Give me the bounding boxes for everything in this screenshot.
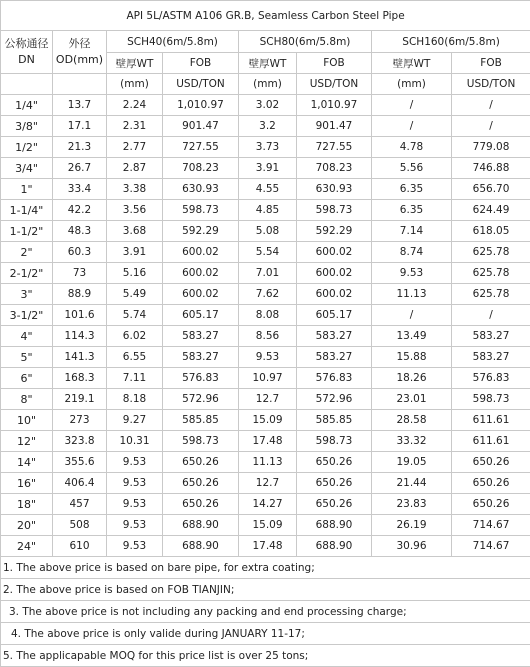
note-text: 1. The above price is based on bare pipe, for extra coating;	[1, 557, 530, 579]
note-row	[1, 623, 530, 645]
sch160-wt-cell: /	[372, 95, 452, 116]
sch80-fob-unit: USD/TON	[297, 74, 372, 95]
size-cell: 1-1/4"	[1, 200, 53, 221]
sch80-wt-cell: 12.7	[239, 473, 297, 494]
sch80-wt-cell: 3.02	[239, 95, 297, 116]
units-blank	[1, 74, 53, 95]
size-cell: 16"	[1, 473, 53, 494]
sch40-wt-cell: 2.31	[107, 116, 163, 137]
od-cell: 457	[53, 494, 107, 515]
sch40-wt-cell: 3.56	[107, 200, 163, 221]
sch80-fob-cell: 600.02	[297, 242, 372, 263]
sch80-fob-cell: 600.02	[297, 284, 372, 305]
od-cell: 13.7	[53, 95, 107, 116]
sch80-fob-cell: 688.90	[297, 536, 372, 557]
sch160-wt-cell: 13.49	[372, 326, 452, 347]
table-row	[1, 305, 530, 326]
note-row	[1, 557, 530, 579]
table-row	[1, 473, 530, 494]
note-text: 2. The above price is based on FOB TIANJIN;	[1, 579, 530, 601]
sch160-fob-cell: 576.83	[452, 368, 530, 389]
sch160-wt-cell: 9.53	[372, 263, 452, 284]
sch80-wt-cell: 4.85	[239, 200, 297, 221]
sch40-fob-cell: 600.02	[163, 284, 239, 305]
sch80-wt-cell: 10.97	[239, 368, 297, 389]
sch40-wt-cell: 9.53	[107, 494, 163, 515]
sch40-fob-cell: 598.73	[163, 431, 239, 452]
title-row	[1, 1, 530, 31]
sch80-fob-header: FOB	[297, 53, 372, 74]
sch160-fob-cell: 714.67	[452, 515, 530, 536]
size-cell: 3/8"	[1, 116, 53, 137]
sch40-wt-cell: 2.77	[107, 137, 163, 158]
sch160-wt-cell: 33.32	[372, 431, 452, 452]
sch80-fob-cell: 650.26	[297, 473, 372, 494]
sch80-fob-cell: 585.85	[297, 410, 372, 431]
size-cell: 24"	[1, 536, 53, 557]
od-cell: 273	[53, 410, 107, 431]
dn-header-zh: 公称通径	[5, 37, 49, 50]
sch80-fob-cell: 688.90	[297, 515, 372, 536]
note-row	[1, 645, 530, 667]
sch80-wt-cell: 17.48	[239, 431, 297, 452]
sch40-fob-cell: 650.26	[163, 494, 239, 515]
table-row	[1, 116, 530, 137]
sch80-fob-cell: 600.02	[297, 263, 372, 284]
sch40-wt-header: 壁厚WT	[107, 53, 163, 74]
sch160-wt-unit: (mm)	[372, 74, 452, 95]
od-cell: 33.4	[53, 179, 107, 200]
sch40-wt-cell: 5.16	[107, 263, 163, 284]
size-cell: 3"	[1, 284, 53, 305]
od-cell: 610	[53, 536, 107, 557]
sch40-wt-cell: 9.53	[107, 473, 163, 494]
sch160-wt-cell: 23.01	[372, 389, 452, 410]
sch40-fob-unit: USD/TON	[163, 74, 239, 95]
sch40-fob-cell: 630.93	[163, 179, 239, 200]
table-row	[1, 347, 530, 368]
sch80-wt-cell: 14.27	[239, 494, 297, 515]
sch160-wt-cell: 11.13	[372, 284, 452, 305]
sch160-wt-cell: 26.19	[372, 515, 452, 536]
sch80-fob-cell: 630.93	[297, 179, 372, 200]
size-cell: 1"	[1, 179, 53, 200]
sch40-fob-cell: 592.29	[163, 221, 239, 242]
table-row	[1, 410, 530, 431]
sch160-wt-cell: 21.44	[372, 473, 452, 494]
sch160-wt-cell: 5.56	[372, 158, 452, 179]
sch80-wt-cell: 17.48	[239, 536, 297, 557]
sch40-fob-cell: 583.27	[163, 326, 239, 347]
sch40-wt-cell: 6.02	[107, 326, 163, 347]
sch160-fob-cell: 583.27	[452, 347, 530, 368]
sch80-wt-cell: 3.2	[239, 116, 297, 137]
od-cell: 219.1	[53, 389, 107, 410]
sch160-fob-cell: 650.26	[452, 494, 530, 515]
od-cell: 21.3	[53, 137, 107, 158]
size-cell: 2"	[1, 242, 53, 263]
sch160-fob-cell: 714.67	[452, 536, 530, 557]
sch160-fob-cell: 746.88	[452, 158, 530, 179]
sch40-fob-cell: 650.26	[163, 473, 239, 494]
sch160-fob-cell: 583.27	[452, 326, 530, 347]
sch40-fob-cell: 600.02	[163, 263, 239, 284]
table-row	[1, 263, 530, 284]
sch160-wt-cell: 7.14	[372, 221, 452, 242]
sch160-fob-cell: /	[452, 116, 530, 137]
sch40-fob-cell: 650.26	[163, 452, 239, 473]
table-row	[1, 389, 530, 410]
table-row	[1, 200, 530, 221]
note-text: 5. The applicapable MOQ for this price list is over 25 tons;	[1, 645, 530, 667]
sch40-fob-cell: 901.47	[163, 116, 239, 137]
sch40-wt-cell: 10.31	[107, 431, 163, 452]
sch40-wt-cell: 6.55	[107, 347, 163, 368]
od-cell: 48.3	[53, 221, 107, 242]
sch160-wt-cell: 30.96	[372, 536, 452, 557]
sch80-fob-cell: 650.26	[297, 452, 372, 473]
sch160-wt-cell: 4.78	[372, 137, 452, 158]
table-row	[1, 179, 530, 200]
sch160-fob-cell: 625.78	[452, 284, 530, 305]
sch40-wt-cell: 2.24	[107, 95, 163, 116]
sch80-fob-cell: 583.27	[297, 326, 372, 347]
sch80-wt-unit: (mm)	[239, 74, 297, 95]
sch40-fob-cell: 572.96	[163, 389, 239, 410]
od-cell: 17.1	[53, 116, 107, 137]
size-cell: 20"	[1, 515, 53, 536]
sch80-fob-cell: 572.96	[297, 389, 372, 410]
size-cell: 12"	[1, 431, 53, 452]
sch80-fob-cell: 650.26	[297, 494, 372, 515]
sch80-wt-cell: 8.08	[239, 305, 297, 326]
sch40-fob-cell: 688.90	[163, 515, 239, 536]
table-row	[1, 536, 530, 557]
sch40-fob-cell: 585.85	[163, 410, 239, 431]
od-header-zh: 外径	[69, 37, 91, 50]
od-cell: 26.7	[53, 158, 107, 179]
sch40-wt-cell: 9.53	[107, 515, 163, 536]
sch160-fob-cell: 650.26	[452, 452, 530, 473]
sch40-wt-cell: 9.53	[107, 452, 163, 473]
sch80-fob-cell: 708.23	[297, 158, 372, 179]
header-row-units	[1, 74, 530, 95]
sch160-fob-cell: 625.78	[452, 242, 530, 263]
sch160-fob-cell: /	[452, 95, 530, 116]
sch80-fob-cell: 598.73	[297, 200, 372, 221]
sch80-wt-cell: 7.62	[239, 284, 297, 305]
sch40-wt-cell: 9.27	[107, 410, 163, 431]
table-title: API 5L/ASTM A106 GR.B, Seamless Carbon Steel Pipe	[1, 1, 530, 31]
od-cell: 355.6	[53, 452, 107, 473]
od-cell: 42.2	[53, 200, 107, 221]
sch160-header: SCH160(6m/5.8m)	[372, 31, 530, 53]
size-cell: 1/2"	[1, 137, 53, 158]
sch40-fob-header: FOB	[163, 53, 239, 74]
sch40-fob-cell: 708.23	[163, 158, 239, 179]
size-cell: 6"	[1, 368, 53, 389]
sch80-fob-cell: 605.17	[297, 305, 372, 326]
od-cell: 168.3	[53, 368, 107, 389]
sch160-fob-cell: 625.78	[452, 263, 530, 284]
units-blank	[53, 74, 107, 95]
sch160-fob-cell: 618.05	[452, 221, 530, 242]
sch80-fob-cell: 592.29	[297, 221, 372, 242]
sch40-fob-cell: 688.90	[163, 536, 239, 557]
sch160-fob-cell: 656.70	[452, 179, 530, 200]
od-cell: 73	[53, 263, 107, 284]
header-row-groups	[1, 31, 530, 53]
sch80-fob-cell: 576.83	[297, 368, 372, 389]
notes-body	[1, 557, 530, 667]
dn-header	[1, 31, 53, 74]
table-row	[1, 326, 530, 347]
sch40-wt-cell: 7.11	[107, 368, 163, 389]
sch40-wt-cell: 5.49	[107, 284, 163, 305]
dn-header-en: DN	[18, 53, 35, 66]
sch80-wt-cell: 3.91	[239, 158, 297, 179]
sch160-wt-cell: /	[372, 305, 452, 326]
sch160-fob-cell: /	[452, 305, 530, 326]
sch160-wt-cell: 6.35	[372, 200, 452, 221]
sch160-wt-cell: 15.88	[372, 347, 452, 368]
od-cell: 323.8	[53, 431, 107, 452]
sch40-header: SCH40(6m/5.8m)	[107, 31, 239, 53]
sch80-fob-cell: 1,010.97	[297, 95, 372, 116]
sch80-wt-cell: 12.7	[239, 389, 297, 410]
sch40-wt-cell: 3.38	[107, 179, 163, 200]
table-row	[1, 494, 530, 515]
table-row	[1, 158, 530, 179]
sch40-wt-cell: 2.87	[107, 158, 163, 179]
sch40-fob-cell: 576.83	[163, 368, 239, 389]
od-cell: 88.9	[53, 284, 107, 305]
sch160-fob-cell: 650.26	[452, 473, 530, 494]
sch160-fob-cell: 624.49	[452, 200, 530, 221]
sch40-fob-cell: 598.73	[163, 200, 239, 221]
sch80-wt-cell: 7.01	[239, 263, 297, 284]
sch40-wt-unit: (mm)	[107, 74, 163, 95]
sch160-wt-cell: /	[372, 116, 452, 137]
sch80-wt-cell: 5.54	[239, 242, 297, 263]
sch40-fob-cell: 727.55	[163, 137, 239, 158]
sch160-wt-cell: 8.74	[372, 242, 452, 263]
table-row	[1, 431, 530, 452]
sch80-header: SCH80(6m/5.8m)	[239, 31, 372, 53]
note-row	[1, 601, 530, 623]
od-cell: 508	[53, 515, 107, 536]
size-cell: 3-1/2"	[1, 305, 53, 326]
sch80-wt-cell: 9.53	[239, 347, 297, 368]
note-text: 4. The above price is only valide during JANUARY 11-17;	[1, 623, 530, 645]
sch160-wt-cell: 19.05	[372, 452, 452, 473]
sch160-fob-unit: USD/TON	[452, 74, 530, 95]
sch160-fob-cell: 611.61	[452, 431, 530, 452]
size-cell: 10"	[1, 410, 53, 431]
size-cell: 4"	[1, 326, 53, 347]
sch40-wt-cell: 3.68	[107, 221, 163, 242]
sch160-wt-cell: 18.26	[372, 368, 452, 389]
note-text: 3. The above price is not including any packing and end processing charge;	[1, 601, 530, 623]
sch80-wt-cell: 15.09	[239, 410, 297, 431]
size-cell: 2-1/2"	[1, 263, 53, 284]
sch80-fob-cell: 727.55	[297, 137, 372, 158]
sch160-wt-cell: 28.58	[372, 410, 452, 431]
table-row	[1, 95, 530, 116]
size-cell: 3/4"	[1, 158, 53, 179]
sch40-wt-cell: 3.91	[107, 242, 163, 263]
table-row	[1, 221, 530, 242]
data-body	[1, 95, 530, 557]
table-row	[1, 452, 530, 473]
size-cell: 8"	[1, 389, 53, 410]
size-cell: 14"	[1, 452, 53, 473]
sch160-fob-cell: 779.08	[452, 137, 530, 158]
sch160-fob-header: FOB	[452, 53, 530, 74]
sch160-fob-cell: 611.61	[452, 410, 530, 431]
sch80-fob-cell: 598.73	[297, 431, 372, 452]
sch80-wt-header: 壁厚WT	[239, 53, 297, 74]
table-row	[1, 137, 530, 158]
sch80-fob-cell: 583.27	[297, 347, 372, 368]
note-row	[1, 579, 530, 601]
sch40-wt-cell: 5.74	[107, 305, 163, 326]
sch80-wt-cell: 5.08	[239, 221, 297, 242]
sch40-wt-cell: 9.53	[107, 536, 163, 557]
sch160-wt-cell: 23.83	[372, 494, 452, 515]
size-cell: 5"	[1, 347, 53, 368]
od-cell: 60.3	[53, 242, 107, 263]
table-row	[1, 368, 530, 389]
sch160-wt-header: 壁厚WT	[372, 53, 452, 74]
table-row	[1, 284, 530, 305]
od-cell: 141.3	[53, 347, 107, 368]
size-cell: 1/4"	[1, 95, 53, 116]
table-row	[1, 242, 530, 263]
od-cell: 101.6	[53, 305, 107, 326]
sch80-wt-cell: 8.56	[239, 326, 297, 347]
od-cell: 406.4	[53, 473, 107, 494]
sch40-fob-cell: 605.17	[163, 305, 239, 326]
size-cell: 18"	[1, 494, 53, 515]
sch80-fob-cell: 901.47	[297, 116, 372, 137]
sch80-wt-cell: 11.13	[239, 452, 297, 473]
sch80-wt-cell: 15.09	[239, 515, 297, 536]
od-header-en: OD(mm)	[56, 53, 103, 66]
sch40-wt-cell: 8.18	[107, 389, 163, 410]
sch160-fob-cell: 598.73	[452, 389, 530, 410]
sch160-wt-cell: 6.35	[372, 179, 452, 200]
sch40-fob-cell: 600.02	[163, 242, 239, 263]
size-cell: 1-1/2"	[1, 221, 53, 242]
od-header	[53, 31, 107, 74]
sch80-wt-cell: 3.73	[239, 137, 297, 158]
sch40-fob-cell: 583.27	[163, 347, 239, 368]
sch80-wt-cell: 4.55	[239, 179, 297, 200]
sch40-fob-cell: 1,010.97	[163, 95, 239, 116]
od-cell: 114.3	[53, 326, 107, 347]
table-row	[1, 515, 530, 536]
